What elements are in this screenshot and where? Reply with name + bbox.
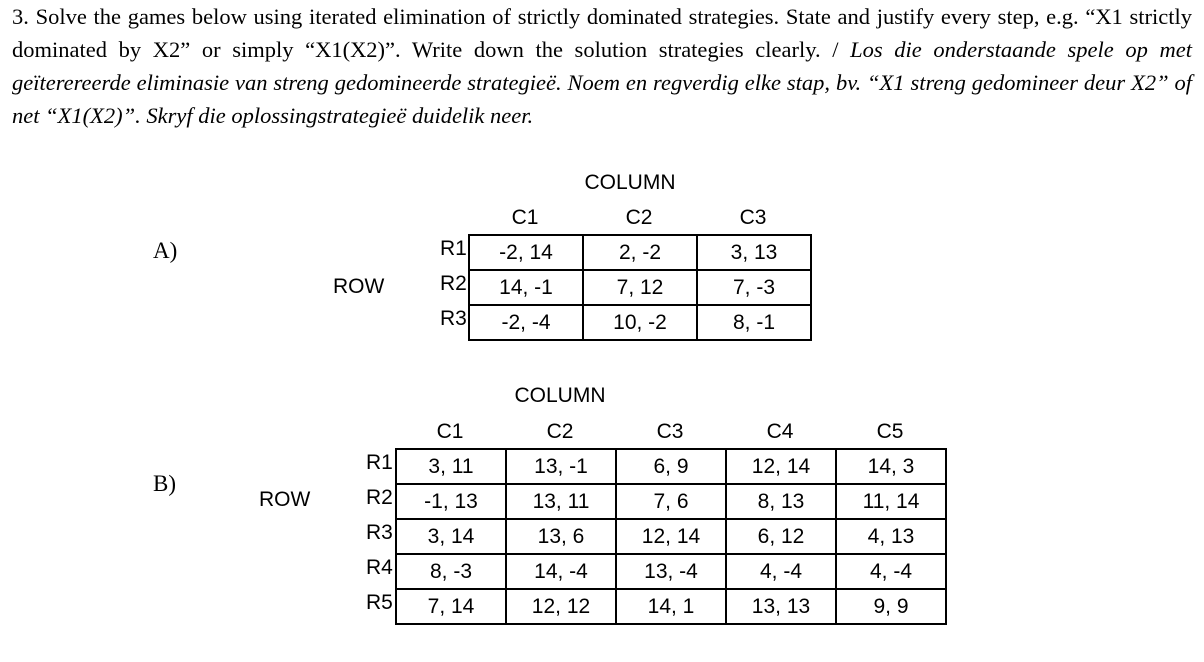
column-header-c1: C1 bbox=[436, 420, 464, 443]
column-header-c5: C5 bbox=[876, 420, 904, 443]
table-row bbox=[396, 519, 946, 554]
payoff-cell: 13, 6 bbox=[506, 519, 616, 554]
payoff-cell: 12, 14 bbox=[726, 449, 836, 484]
payoff-cell: 14, -4 bbox=[506, 554, 616, 589]
payoff-cell: 7, -3 bbox=[697, 270, 811, 305]
payoff-cell: 4, -4 bbox=[726, 554, 836, 589]
row-label-r4: R4 bbox=[366, 556, 393, 579]
payoff-cell: 7, 14 bbox=[396, 589, 506, 624]
row-label-r5: R5 bbox=[366, 591, 393, 614]
table-row bbox=[469, 270, 811, 305]
payoff-cell: 9, 9 bbox=[836, 589, 946, 624]
payoff-cell: 11, 14 bbox=[836, 484, 946, 519]
payoff-cell: 8, -1 bbox=[697, 305, 811, 340]
table-row bbox=[469, 305, 811, 340]
row-label-r1: R1 bbox=[440, 237, 467, 260]
game-a-row-title: ROW bbox=[333, 275, 385, 298]
payoff-cell: 13, -1 bbox=[506, 449, 616, 484]
table-row bbox=[396, 449, 946, 484]
payoff-cell: 13, -4 bbox=[616, 554, 726, 589]
row-label-r2: R2 bbox=[440, 272, 467, 295]
question-english: 3. Solve the games below using iterated elimination of strictly dominated strategies. State and justify every step, e.g. “X1 strictly dominated by X2” or simply “X1(X2)”. Write down the solution strategies clearly. / bbox=[12, 4, 1192, 62]
payoff-cell: 4, 13 bbox=[836, 519, 946, 554]
table-row bbox=[469, 235, 811, 270]
column-header-c2: C2 bbox=[546, 420, 574, 443]
table-row bbox=[396, 554, 946, 589]
question-text bbox=[12, 0, 1192, 132]
payoff-cell: 7, 6 bbox=[616, 484, 726, 519]
payoff-cell: 7, 12 bbox=[583, 270, 697, 305]
question-afrikaans: Los die onderstaande spele op met geïterereerde eliminasie van streng gedomineerde strategieë. Noem en regverdig elke stap, bv. “X1 streng gedomineer deur X2” of net “X1(X2)”. Skryf die oplossingstrategieë duidelik neer. bbox=[12, 37, 1192, 128]
payoff-cell: 12, 12 bbox=[506, 589, 616, 624]
payoff-cell: -2, -4 bbox=[469, 305, 583, 340]
game-a-label: A) bbox=[153, 238, 178, 263]
game-b-row-title: ROW bbox=[259, 488, 311, 511]
payoff-cell: 13, 13 bbox=[726, 589, 836, 624]
payoff-cell: 8, -3 bbox=[396, 554, 506, 589]
payoff-cell: 4, -4 bbox=[836, 554, 946, 589]
row-label-r3: R3 bbox=[366, 521, 393, 544]
payoff-cell: 6, 12 bbox=[726, 519, 836, 554]
payoff-cell: 14, 1 bbox=[616, 589, 726, 624]
table-row bbox=[396, 589, 946, 624]
payoff-cell: 13, 11 bbox=[506, 484, 616, 519]
game-b-column-title: COLUMN bbox=[514, 384, 606, 407]
payoff-cell: -1, 13 bbox=[396, 484, 506, 519]
payoff-cell: 3, 13 bbox=[697, 235, 811, 270]
payoff-cell: 14, -1 bbox=[469, 270, 583, 305]
row-label-r3: R3 bbox=[440, 307, 467, 330]
column-header-c4: C4 bbox=[766, 420, 794, 443]
payoff-cell: 10, -2 bbox=[583, 305, 697, 340]
game-a-payoff-matrix bbox=[468, 234, 812, 341]
payoff-cell: 2, -2 bbox=[583, 235, 697, 270]
column-header-c1: C1 bbox=[511, 206, 539, 229]
payoff-cell: 6, 9 bbox=[616, 449, 726, 484]
column-header-c3: C3 bbox=[739, 206, 767, 229]
table-row bbox=[396, 484, 946, 519]
game-a-column-title: COLUMN bbox=[584, 171, 676, 194]
row-label-r1: R1 bbox=[366, 451, 393, 474]
payoff-cell: 14, 3 bbox=[836, 449, 946, 484]
payoff-cell: 12, 14 bbox=[616, 519, 726, 554]
payoff-cell: 8, 13 bbox=[726, 484, 836, 519]
payoff-cell: 3, 11 bbox=[396, 449, 506, 484]
column-header-c2: C2 bbox=[625, 206, 653, 229]
game-b-payoff-matrix bbox=[395, 448, 947, 625]
row-label-r2: R2 bbox=[366, 486, 393, 509]
payoff-cell: 3, 14 bbox=[396, 519, 506, 554]
game-b-label: B) bbox=[153, 471, 176, 496]
column-header-c3: C3 bbox=[656, 420, 684, 443]
payoff-cell: -2, 14 bbox=[469, 235, 583, 270]
